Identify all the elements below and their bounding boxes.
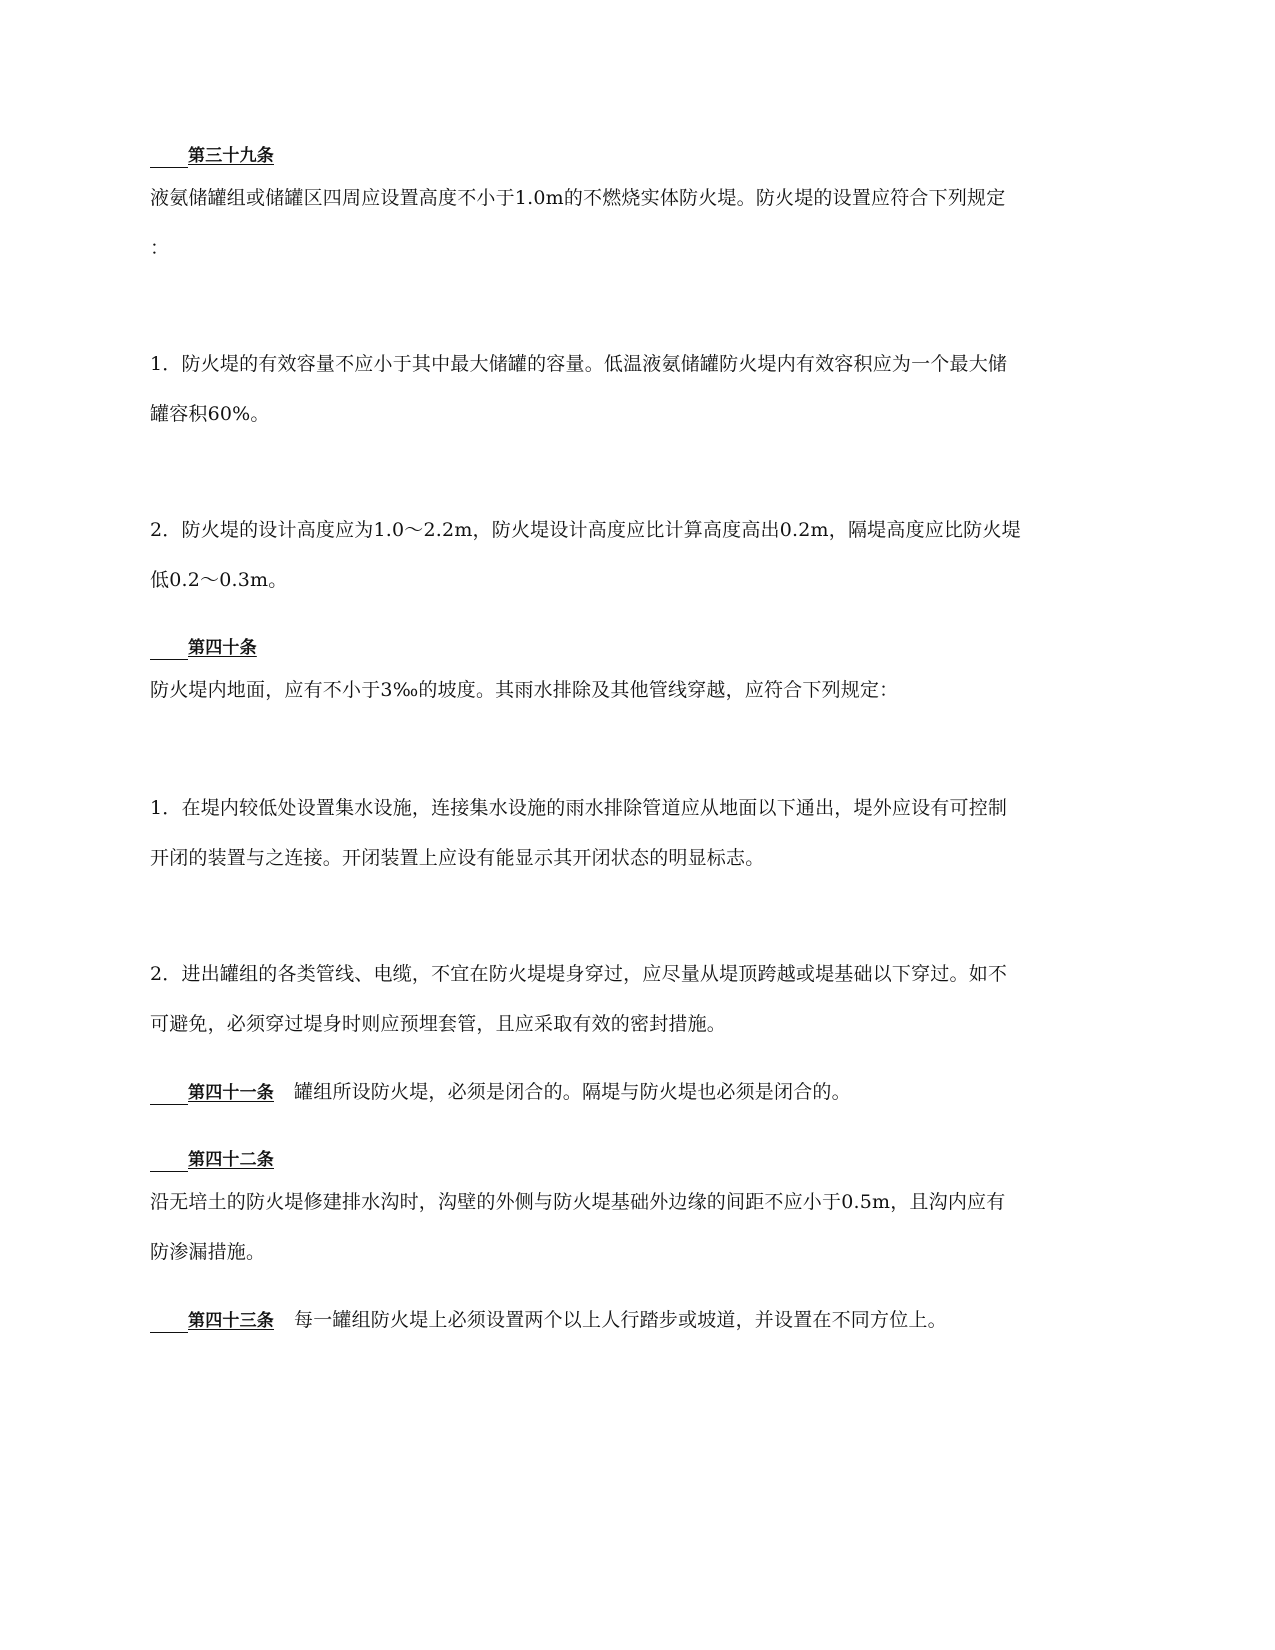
list-item-line: 可避免，必须穿过堤身时则应预埋套管，且应采取有效的密封措施。 — [150, 1013, 727, 1035]
article-row — [150, 1308, 947, 1333]
list-item-line: 2．进出罐组的各类管线、电缆，不宜在防火堤堤身穿过，应尽量从堤顶跨越或堤基础以下穿过。如不 — [150, 963, 1008, 985]
paragraph-line: 沿无培土的防火堤修建排水沟时，沟壁的外侧与防火堤基础外边缘的间距不应小于0.5m，且沟内应有 — [150, 1191, 1006, 1213]
article-heading — [150, 144, 274, 168]
article-number: 第四十三条 — [188, 1311, 274, 1331]
list-item-line: 罐容积60%。 — [150, 403, 270, 425]
article-heading — [150, 1083, 274, 1103]
article-text: 每一罐组防火堤上必须设置两个以上人行踏步或坡道，并设置在不同方位上。 — [294, 1309, 947, 1331]
article-number: 第三十九条 — [188, 146, 274, 166]
article-text: 罐组所设防火堤，必须是闭合的。隔堤与防火堤也必须是闭合的。 — [294, 1081, 851, 1103]
list-item-line: 1．在堤内较低处设置集水设施，连接集水设施的雨水排除管道应从地面以下通出，堤外应设有可控制 — [150, 797, 1008, 819]
heading-indent — [150, 1151, 188, 1172]
article-number: 第四十二条 — [188, 1150, 274, 1170]
paragraph-line: ： — [150, 237, 170, 259]
article-heading — [150, 1148, 274, 1172]
paragraph-line: 防渗漏措施。 — [150, 1241, 266, 1263]
paragraph-line: 液氨储罐组或储罐区四周应设置高度不小于1.0m的不燃烧实体防火堤。防火堤的设置应符合下列规定 — [150, 187, 1006, 209]
list-item-line: 2．防火堤的设计高度应为1.0～2.2m，防火堤设计高度应比计算高度高出0.2m，隔堤高度应比防火堤 — [150, 519, 1021, 541]
heading-indent — [150, 639, 188, 660]
article-number: 第四十条 — [188, 638, 257, 658]
article-heading — [150, 636, 257, 660]
article-heading — [150, 1311, 274, 1331]
article-number: 第四十一条 — [188, 1083, 274, 1103]
list-item-line: 1．防火堤的有效容量不应小于其中最大储罐的容量。低温液氨储罐防火堤内有效容积应为一个最大储 — [150, 353, 1008, 375]
heading-indent — [150, 1084, 188, 1105]
paragraph-line: 防火堤内地面，应有不小于3‰的坡度。其雨水排除及其他管线穿越，应符合下列规定： — [150, 679, 899, 701]
article-row — [150, 1080, 851, 1105]
heading-indent — [150, 1312, 188, 1333]
list-item-line: 低0.2～0.3m。 — [150, 569, 288, 591]
list-item-line: 开闭的装置与之连接。开闭装置上应设有能显示其开闭状态的明显标志。 — [150, 847, 765, 869]
heading-indent — [150, 147, 188, 168]
